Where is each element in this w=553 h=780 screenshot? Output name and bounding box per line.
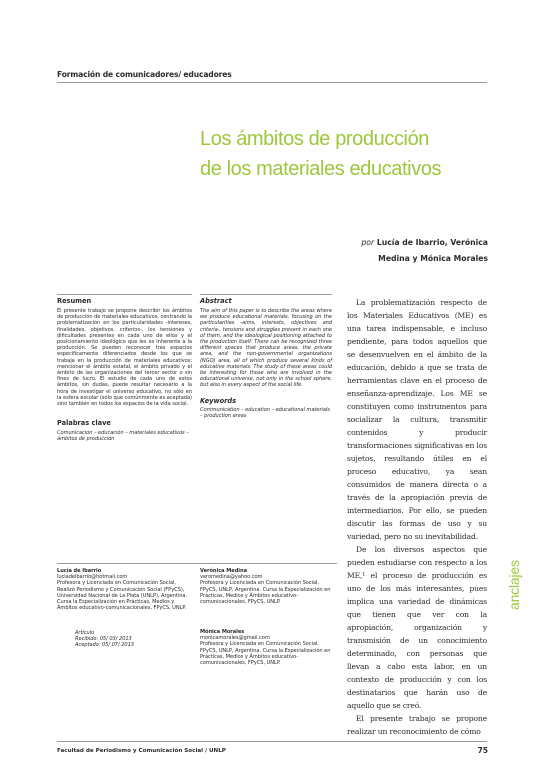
contact-bio: Profesora y Licenciada en Comunicación Social, Realizó Periodismo y Comunicación Social (FPyCS), Universidad Nacional de La Plata (UNLP), Argentina. Cursa la Especialización en Prácticas, Medios y Ámbitos educativo-comunicacionales, FPyCS, UNLP.: [57, 580, 188, 612]
resumen-block: [57, 297, 192, 443]
contact-author-1: [57, 568, 192, 611]
contact-author-3: [200, 629, 332, 666]
author-prefix: por: [361, 238, 375, 247]
resumen-heading: Resumen: [57, 297, 92, 305]
article-title: [200, 124, 500, 184]
title-line-1: Los ámbitos de producción: [200, 128, 430, 150]
title-line-2: de los materiales educativos: [200, 158, 442, 180]
abstract-rule: [200, 294, 332, 295]
abstract-block: [200, 297, 332, 419]
contact-bio: Profesora y Licenciada en Comunicación Social, FPyCS, UNLP, Argentina. Cursa la Especialización en Prácticas, Medios y Ámbitos educativo-comunicacionales, FPyCS, UNLP.: [200, 580, 331, 606]
section-label: Formación de comunicadores/ educadores: [57, 70, 232, 79]
resumen-text: El presente trabajo se propone describir los ámbitos de producción de materiales educativos, centrando la problematización en los particularidades -intereses, finalidades, objetivos, criterios-, los tensiones y dificultades presentes en cada uno de ellos y el posicionamiento ideológico que les es inherente a la producción. Se pueden reconocer tres espacios específicamente diferenciados desde los que se trabaja en la producción de materiales educativos; mencionar el ámbito estatal, el ámbito privado y el ámbito de las organizaciones del tercer sector o sin fines de lucro. El estudio de cada uno de estos ámbitos, sin dudas, puede resultar necesario a la hora de investigar el universo educativo, no sólo en la esfera escolar (sólo que comúnmente es aceptada) sino también en todos los espacios de la vida social.: [57, 308, 192, 408]
abstract-keywords-heading: Keywords: [200, 396, 237, 405]
contacts-rule: [57, 563, 337, 564]
footer-rule: [57, 741, 487, 742]
contact-name: Lucía de Ibarrio: [57, 568, 102, 574]
page-number: 75: [477, 746, 488, 755]
body-paragraph-1: La problematización respecto de los Materiales Educativos (ME) es una tarea indispensable, e incluso pendiente, para todos aquellos que se desenvuelven en el ámbito de la educación, debido a que se trata de herramientas clave en el proceso de enseñanza-aprendizaje. Los ME se constituyen como instrumentos para socializar la cultura, transmitir contenidos y producir transformaciones significativas en los sujetos, resultando útiles en el proceso educativo, ya sean consumidos de manera directa o a través de la apropiación previa de intermediarios. Por ello, se pueden discutir las formas de uso y su variedad, pero no su inevitabilidad.: [347, 298, 487, 541]
contact-bio: Profesora y Licenciada en Comunicación Social, FPyCS, UNLP, Argentina. Cursa la Especialización en Prácticas, Medios y Ámbitos educativo-comunicacionales, FPyCS, UNLP.: [200, 641, 331, 667]
footer-institution: Facultad de Periodismo y Comunicación Social / UNLP: [57, 748, 226, 754]
resumen-keywords-heading: Palabras clave: [57, 419, 111, 428]
contact-name: Mónica Morales: [200, 629, 245, 635]
body-paragraph-3: El presente trabajo se propone realizar un reconocimiento de cómo: [347, 714, 487, 736]
abstract-heading: Abstract: [200, 297, 232, 305]
body-paragraph-2: De los diversos aspectos que pueden estudiarse con respecto a los ME,¹ el proceso de producción es uno de los más interesantes, pues implica una variedad de dinámicas que tienen que ver con la apropiación, organización y transmisión de un conocimiento determinado, con personas que llevan a cabo esta labor, en un contexto de producción y con los destinatarios que harán uso de aquello que se creó.: [347, 545, 487, 710]
resumen-keywords: Comunicación – educación – materiales educativos – ámbitos de producción: [57, 430, 189, 443]
article-dates: [75, 630, 185, 649]
contact-author-2: [200, 568, 332, 605]
resumen-rule: [57, 294, 192, 295]
author-line-1: Lucía de Ibarrio, Verónica: [376, 238, 488, 247]
author-byline: [328, 235, 488, 267]
contact-email: luciadeibarrio@hotmail.com: [57, 574, 128, 581]
dates-received: Recibido: 05/ 03/ 2013: [75, 636, 132, 643]
contact-email: veromedina@yahoo.com: [200, 574, 263, 581]
contact-email: monicamorales@gmail.com: [200, 635, 270, 642]
contact-name: Verónica Medina: [200, 568, 247, 574]
abstract-keywords: Communication – education – educational materials – production areas: [200, 406, 330, 419]
side-label: anclajes: [506, 560, 522, 610]
abstract-text: The aim of this paper is to describe the areas where we produce educational materials, focusing on the particularities -aims, interests, objectives and criteria-, tensions and struggles present in each one of them, and the ideological positioning attached to the production itself. There can be recognized three different spaces that produce areas, the private area, and the non-governmental organizations (NGO) area, all of which produce several kinds of educative materials. The study of these areas could be interesting for those who are involved in the educational universe, not only in the school sphere, but also in every aspect of the social life.: [200, 308, 332, 389]
body-text: [347, 296, 487, 738]
header-rule: [57, 82, 487, 83]
dates-label: Artículo: [75, 630, 95, 636]
dates-accepted: Aceptado: 05/ 07/ 2013: [75, 642, 134, 649]
author-line-2: Medina y Mónica Morales: [378, 254, 488, 263]
